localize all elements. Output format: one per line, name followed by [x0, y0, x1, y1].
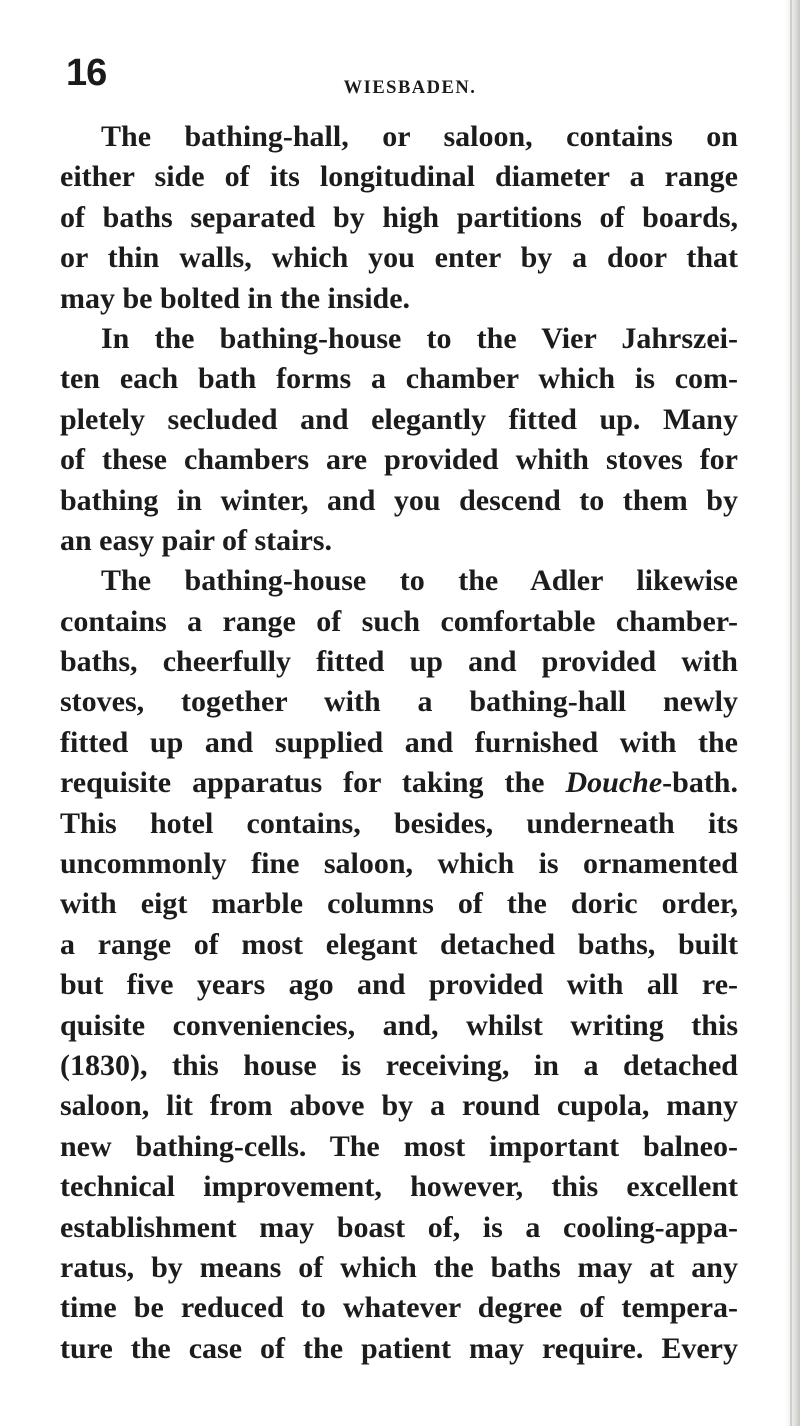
- text-line: but five years ago and provided with all re-: [60, 968, 738, 1002]
- page-number: 16: [66, 52, 107, 94]
- text-line: of baths separated by high partitions of boards,: [60, 200, 738, 234]
- text-line: (1830), this house is receiving, in a detached: [60, 1048, 738, 1082]
- text-line: of these chambers are provided whith stoves for: [60, 443, 738, 477]
- text-line: may be bolted in the inside.: [60, 281, 411, 315]
- text-line: ture the case of the patient may require. Every: [60, 1331, 738, 1365]
- text-line: fitted up and supplied and furnished with the: [60, 725, 738, 759]
- text-line: pletely secluded and elegantly fitted up. Many: [60, 402, 738, 436]
- text-line: either side of its longitudinal diameter a range: [60, 160, 738, 194]
- text-line: bathing in winter, and you descend to them by: [60, 483, 738, 517]
- text-line: technical improvement, however, this excellent: [60, 1170, 738, 1204]
- text-line: ten each bath forms a chamber which is com-: [60, 362, 738, 396]
- text-segment: -bath.: [662, 766, 738, 800]
- text-line: uncommonly fine saloon, which is ornamented: [60, 847, 738, 881]
- text-line: time be reduced to whatever degree of tempera-: [60, 1291, 738, 1325]
- text-line-douche: [60, 763, 738, 803]
- text-line: quisite conveniencies, and, whilst writing this: [60, 1008, 738, 1042]
- running-head: WIESBADEN.: [343, 78, 477, 98]
- text-line: baths, cheerfully fitted up and provided with: [60, 645, 738, 679]
- text-line: The bathing-hall, or saloon, contains on: [101, 120, 738, 153]
- text-line: an easy pair of stairs.: [60, 523, 332, 557]
- italic-word: Douche: [565, 766, 663, 800]
- text-line: or thin walls, which you enter by a door that: [60, 241, 738, 275]
- text-line: This hotel contains, besides, underneath its: [60, 806, 738, 840]
- text-line: a range of most elegant detached baths, built: [60, 927, 738, 961]
- text-segment: requisite apparatus for taking the: [60, 766, 566, 800]
- text-line: saloon, lit from above by a round cupola, many: [60, 1089, 738, 1123]
- text-line: ratus, by means of which the baths may at any: [60, 1250, 738, 1284]
- page-edge-shadow: [784, 0, 800, 1426]
- text-line: with eigt marble columns of the doric order,: [60, 887, 738, 921]
- text-line: new bathing-cells. The most important balneo-: [60, 1129, 738, 1163]
- text-line: establishment may boast of, is a cooling-appa-: [60, 1210, 738, 1244]
- text-line: contains a range of such comfortable chamber-: [60, 604, 738, 638]
- text-line: In the bathing-house to the Vier Jahrszei-: [101, 321, 738, 355]
- body-text: [60, 117, 738, 1369]
- text-line: stoves, together with a bathing-hall newly: [60, 685, 738, 719]
- text-line: The bathing-house to the Adler likewise: [101, 564, 738, 598]
